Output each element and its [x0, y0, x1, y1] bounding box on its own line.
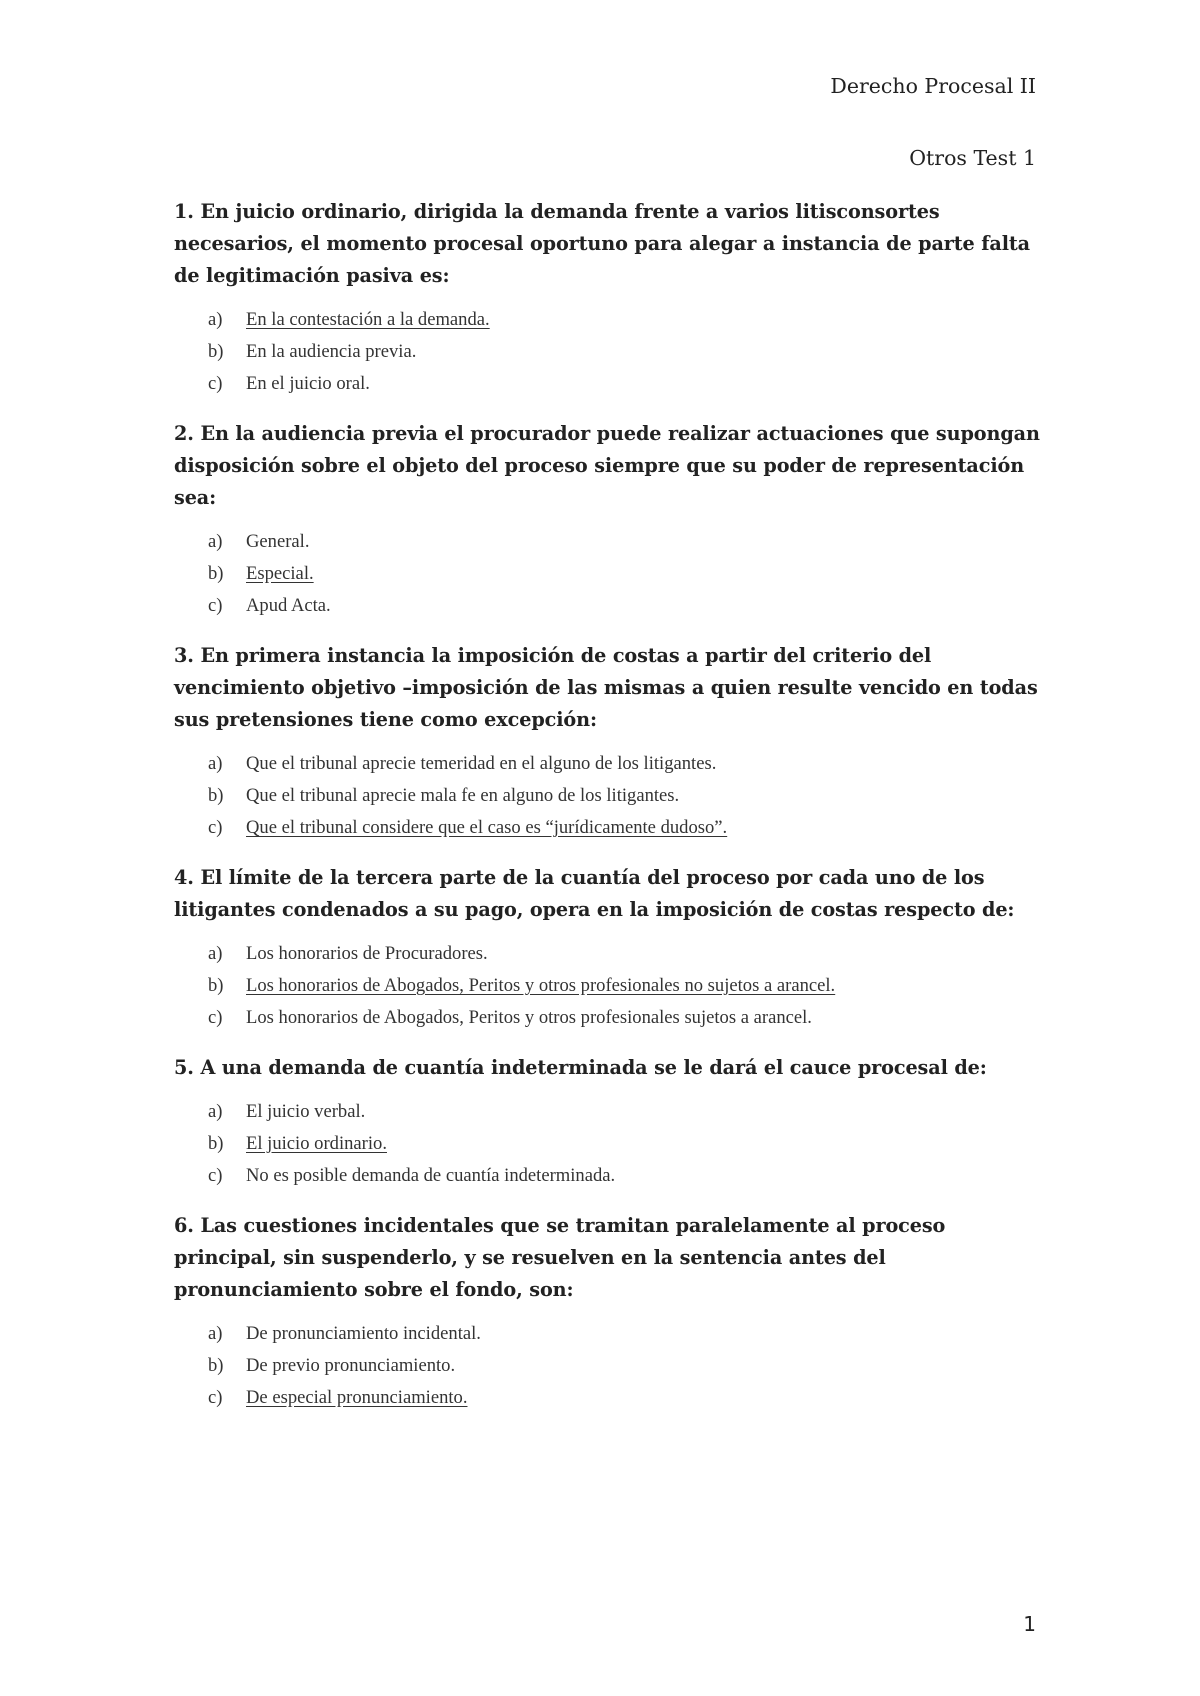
question-6 — [174, 1210, 1044, 1414]
question-text — [174, 418, 1044, 514]
option-text: En la contestación a la demanda. — [246, 309, 490, 330]
option-list — [174, 938, 1044, 1034]
option-letter: c) — [208, 1007, 223, 1028]
option-1-a — [208, 304, 1044, 336]
option-letter: c) — [208, 817, 223, 838]
option-text: De especial pronunciamiento. — [246, 1387, 468, 1408]
question-body: El límite de la tercera parte de la cuantía del proceso por cada uno de los litigantes condenados a su pago, opera en la imposición de costas respecto de: — [174, 866, 1015, 921]
option-list — [174, 1318, 1044, 1414]
option-letter: b) — [208, 341, 224, 362]
option-2-b — [208, 558, 1044, 590]
option-list — [174, 1096, 1044, 1192]
header-subject: Derecho Procesal II — [830, 74, 1036, 98]
option-text: Que el tribunal aprecie mala fe en alguno de los litigantes. — [246, 785, 680, 806]
option-text: Que el tribunal considere que el caso es “jurídicamente dudoso”. — [246, 817, 728, 838]
option-letter: c) — [208, 1387, 223, 1408]
question-body: En la audiencia previa el procurador puede realizar actuaciones que supongan disposición sobre el objeto del proceso siempre que su poder de representación sea: — [174, 422, 1040, 509]
option-3-b — [208, 780, 1044, 812]
question-body: En primera instancia la imposición de costas a partir del criterio del vencimiento objetivo –imposición de las mismas a quien resulte vencido en todas sus pretensiones tiene como excepción: — [174, 644, 1038, 731]
option-letter: b) — [208, 785, 224, 806]
option-4-a — [208, 938, 1044, 970]
page-number: 1 — [1023, 1612, 1036, 1636]
option-text: Apud Acta. — [246, 595, 331, 616]
option-letter: a) — [208, 1323, 223, 1344]
option-4-b — [208, 970, 1044, 1002]
question-number: 5. — [174, 1056, 194, 1079]
option-text: Los honorarios de Abogados, Peritos y otros profesionales no sujetos a arancel. — [246, 975, 836, 996]
option-letter: b) — [208, 975, 224, 996]
option-6-a — [208, 1318, 1044, 1350]
option-letter: b) — [208, 563, 224, 584]
option-5-b — [208, 1128, 1044, 1160]
option-text: Que el tribunal aprecie temeridad en el alguno de los litigantes. — [246, 753, 717, 774]
question-number: 1. — [174, 200, 194, 223]
option-1-c — [208, 368, 1044, 400]
question-text — [174, 862, 1044, 926]
question-number: 3. — [174, 644, 194, 667]
question-number: 4. — [174, 866, 194, 889]
option-text: Los honorarios de Abogados, Peritos y otros profesionales sujetos a arancel. — [246, 1007, 812, 1028]
option-5-a — [208, 1096, 1044, 1128]
option-letter: a) — [208, 531, 223, 552]
option-text: General. — [246, 531, 310, 552]
option-6-c — [208, 1382, 1044, 1414]
question-number: 6. — [174, 1214, 194, 1237]
option-text: En la audiencia previa. — [246, 341, 417, 362]
question-3 — [174, 640, 1044, 844]
question-2 — [174, 418, 1044, 622]
option-text: No es posible demanda de cuantía indeterminada. — [246, 1165, 616, 1186]
question-body: En juicio ordinario, dirigida la demanda frente a varios litisconsortes necesarios, el momento procesal oportuno para alegar a instancia de parte falta de legitimación pasiva es: — [174, 200, 1031, 287]
option-2-c — [208, 590, 1044, 622]
option-list — [174, 526, 1044, 622]
option-letter: c) — [208, 373, 223, 394]
option-1-b — [208, 336, 1044, 368]
option-5-c — [208, 1160, 1044, 1192]
question-4 — [174, 862, 1044, 1034]
option-letter: a) — [208, 753, 223, 774]
option-3-a — [208, 748, 1044, 780]
question-1 — [174, 196, 1044, 400]
option-4-c — [208, 1002, 1044, 1034]
option-letter: b) — [208, 1133, 224, 1154]
option-text: De pronunciamiento incidental. — [246, 1323, 481, 1344]
option-text: En el juicio oral. — [246, 373, 370, 394]
option-text: Especial. — [246, 563, 314, 584]
header-test-title: Otros Test 1 — [909, 146, 1036, 170]
option-2-a — [208, 526, 1044, 558]
question-number: 2. — [174, 422, 194, 445]
question-text — [174, 640, 1044, 736]
option-letter: a) — [208, 943, 223, 964]
question-body: Las cuestiones incidentales que se tramitan paralelamente al proceso principal, sin suspenderlo, y se resuelven en la sentencia antes del pronunciamiento sobre el fondo, son: — [174, 1214, 946, 1301]
option-text: Los honorarios de Procuradores. — [246, 943, 488, 964]
option-text: El juicio ordinario. — [246, 1133, 387, 1154]
question-text — [174, 1052, 1044, 1084]
option-3-c — [208, 812, 1044, 844]
question-text — [174, 196, 1044, 292]
question-text — [174, 1210, 1044, 1306]
option-list — [174, 748, 1044, 844]
question-body: A una demanda de cuantía indeterminada se le dará el cauce procesal de: — [200, 1056, 987, 1079]
option-letter: a) — [208, 1101, 223, 1122]
question-5 — [174, 1052, 1044, 1192]
option-letter: c) — [208, 595, 223, 616]
option-list — [174, 304, 1044, 400]
option-text: El juicio verbal. — [246, 1101, 366, 1122]
option-letter: b) — [208, 1355, 224, 1376]
question-list — [174, 196, 1044, 1432]
option-letter: a) — [208, 309, 223, 330]
option-text: De previo pronunciamiento. — [246, 1355, 456, 1376]
option-6-b — [208, 1350, 1044, 1382]
option-letter: c) — [208, 1165, 223, 1186]
